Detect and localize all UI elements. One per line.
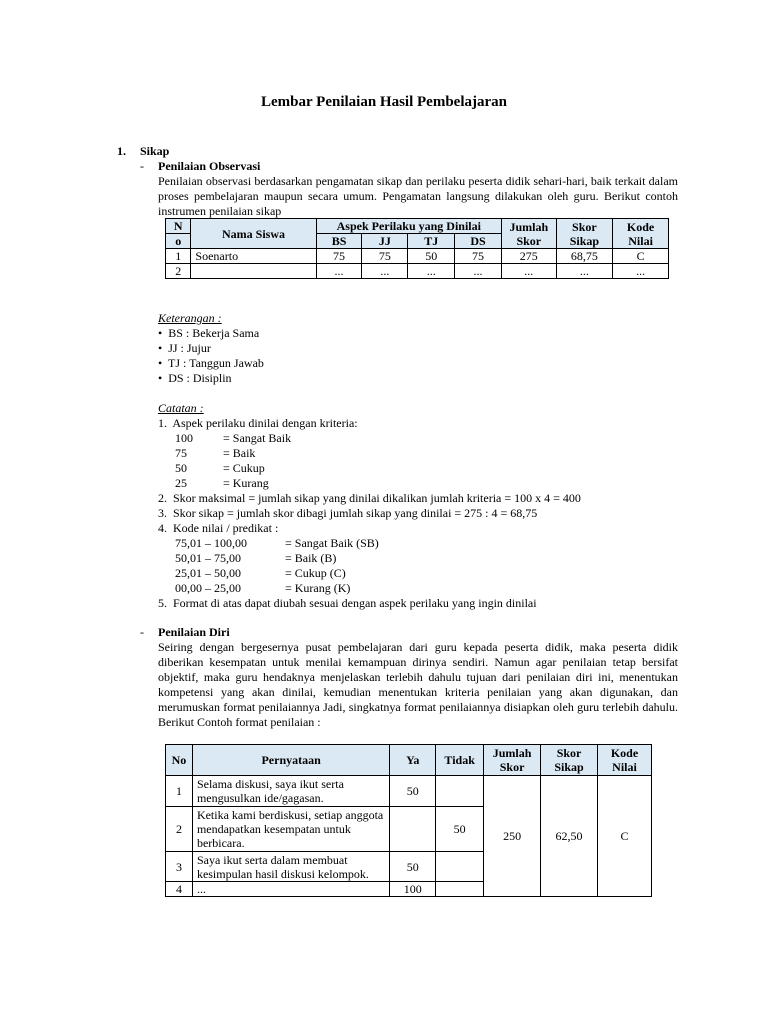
bullet-icon: • bbox=[158, 371, 163, 385]
list-item: BS : Bekerja Sama bbox=[168, 326, 260, 340]
table-row bbox=[166, 264, 669, 279]
bullet-icon: • bbox=[158, 326, 163, 340]
cell-jj: 75 bbox=[362, 249, 408, 264]
list-item: Format di atas dapat diubah sesuai dengan aspek perilaku yang ingin dinilai bbox=[173, 596, 537, 610]
catatan-list bbox=[158, 416, 678, 611]
header-no-2: o bbox=[166, 234, 191, 249]
list-number: 2. bbox=[158, 491, 167, 505]
cell-no: 2 bbox=[166, 807, 193, 852]
section-number: 1. bbox=[117, 144, 126, 158]
cell-tj: ... bbox=[408, 264, 455, 279]
cell-jumlah: 275 bbox=[501, 249, 556, 264]
document-title: Lembar Penilaian Hasil Pembelajaran bbox=[261, 94, 507, 110]
cell-kode: C bbox=[613, 249, 669, 264]
list-item: Skor maksimal = jumlah sikap yang dinilai dikalikan jumlah kriteria = 100 x 4 = 400 bbox=[173, 491, 581, 505]
header-jumlah: Jumlah Skor bbox=[501, 219, 556, 249]
cell-jj: ... bbox=[362, 264, 408, 279]
predikat-range: 00,00 – 25,00 bbox=[175, 581, 241, 595]
cell-bs: 75 bbox=[316, 249, 362, 264]
cell-no: 3 bbox=[166, 852, 193, 882]
header-no: N bbox=[166, 219, 191, 234]
catatan-title: Catatan : bbox=[158, 401, 204, 415]
predikat-range: 25,01 – 50,00 bbox=[175, 566, 241, 580]
list-number: 4. bbox=[158, 521, 167, 535]
cell-skor: 62,50 bbox=[541, 776, 598, 897]
cell-no: 1 bbox=[166, 249, 191, 264]
cell-no: 4 bbox=[166, 882, 193, 897]
list-item: DS : Disiplin bbox=[168, 371, 232, 385]
cell-skor: ... bbox=[556, 264, 613, 279]
predikat-range: 75,01 – 100,00 bbox=[175, 536, 247, 550]
cell-ya: 100 bbox=[390, 882, 436, 897]
header-pernyataan: Pernyataan bbox=[192, 745, 389, 776]
cell-jumlah: 250 bbox=[484, 776, 541, 897]
cell-pernyataan: Ketika kami berdiskusi, setiap anggota mendapatkan kesempatan untuk berbicara. bbox=[192, 807, 389, 852]
section-label: Sikap bbox=[140, 144, 170, 158]
cell-kode: ... bbox=[613, 264, 669, 279]
observasi-table bbox=[165, 218, 669, 279]
header-kode: Kode Nilai bbox=[613, 219, 669, 249]
criteria-value: 25 bbox=[175, 476, 187, 490]
list-item: Aspek perilaku dinilai dengan kriteria: bbox=[172, 416, 358, 430]
cell-tidak: 50 bbox=[436, 807, 484, 852]
cell-nama bbox=[191, 264, 316, 279]
criteria-desc: = Baik bbox=[223, 446, 256, 460]
penilaian-diri-paragraph: Seiring dengan bergesernya pusat pembelajaran dari guru kepada peserta didik, maka peserta didik diberikan kesempatan untuk menilai kemampuan dirinya sendiri. Namun agar penilaian tetap bersifat objektif, maka guru hendaknya menjelaskan terlebih dahulu tujuan dari penilaian diri ini, menentukan kompetensi yang akan dinilai, kemudian menentukan kriteria penilaian yang akan digunakan, dan merumuskan format penilaiannya Jadi, singkatnya format penilaiannya disiapkan oleh guru terlebih dahulu. Berikut Contoh format penilaian : bbox=[158, 640, 678, 729]
dash-bullet: - bbox=[140, 625, 144, 639]
predikat-desc: = Cukup (C) bbox=[285, 566, 346, 580]
cell-jumlah: ... bbox=[501, 264, 556, 279]
criteria-desc: = Kurang bbox=[223, 476, 269, 490]
penilaian-diri-table bbox=[165, 744, 652, 897]
keterangan-title: Keterangan : bbox=[158, 311, 222, 325]
header-tj: TJ bbox=[408, 234, 455, 249]
criteria-value: 100 bbox=[175, 431, 193, 445]
cell-pernyataan: Selama diskusi, saya ikut serta mengusulkan ide/gagasan. bbox=[192, 776, 389, 807]
cell-tidak bbox=[436, 776, 484, 807]
header-skor: Skor Sikap bbox=[556, 219, 613, 249]
observasi-paragraph: Penilaian observasi berdasarkan pengamatan sikap dan perilaku peserta didik sehari-hari, baik terkait dalam proses pembelajaran maupun secara umum. Pengamatan langsung dilakukan oleh guru. Berikut contoh instrumen penilaian sikap bbox=[158, 174, 678, 218]
cell-ya: 50 bbox=[390, 776, 436, 807]
header-tidak: Tidak bbox=[436, 745, 484, 776]
cell-no: 1 bbox=[166, 776, 193, 807]
cell-pernyataan: Saya ikut serta dalam membuat kesimpulan hasil diskusi kelompok. bbox=[192, 852, 389, 882]
cell-pernyataan: ... bbox=[192, 882, 389, 897]
criteria-value: 50 bbox=[175, 461, 187, 475]
header-ya: Ya bbox=[390, 745, 436, 776]
cell-kode: C bbox=[598, 776, 652, 897]
predikat-desc: = Baik (B) bbox=[285, 551, 337, 565]
dash-bullet: - bbox=[140, 159, 144, 173]
header-skor: Skor Sikap bbox=[541, 745, 598, 776]
predikat-range: 50,01 – 75,00 bbox=[175, 551, 241, 565]
bullet-icon: • bbox=[158, 341, 163, 355]
list-item: TJ : Tanggun Jawab bbox=[168, 356, 264, 370]
cell-tidak bbox=[436, 882, 484, 897]
cell-ya: 50 bbox=[390, 852, 436, 882]
cell-ds: ... bbox=[455, 264, 502, 279]
bullet-icon: • bbox=[158, 356, 163, 370]
header-kode: Kode Nilai bbox=[598, 745, 652, 776]
list-number: 3. bbox=[158, 506, 167, 520]
predikat-desc: = Sangat Baik (SB) bbox=[285, 536, 379, 550]
predikat-desc: = Kurang (K) bbox=[285, 581, 351, 595]
header-ds: DS bbox=[455, 234, 502, 249]
cell-bs: ... bbox=[316, 264, 362, 279]
list-item: JJ : Jujur bbox=[168, 341, 211, 355]
subsection-title: Penilaian Diri bbox=[158, 625, 230, 639]
criteria-desc: = Sangat Baik bbox=[223, 431, 292, 445]
criteria-value: 75 bbox=[175, 446, 187, 460]
subsection-title: Penilaian Observasi bbox=[158, 159, 261, 173]
list-item: Skor sikap = jumlah skor dibagi jumlah sikap yang dinilai = 275 : 4 = 68,75 bbox=[173, 506, 538, 520]
header-no: No bbox=[166, 745, 193, 776]
header-nama: Nama Siswa bbox=[191, 219, 316, 249]
header-bs: BS bbox=[316, 234, 362, 249]
header-jj: JJ bbox=[362, 234, 408, 249]
cell-ya bbox=[390, 807, 436, 852]
cell-tidak bbox=[436, 852, 484, 882]
cell-skor: 68,75 bbox=[556, 249, 613, 264]
cell-ds: 75 bbox=[455, 249, 502, 264]
cell-no: 2 bbox=[166, 264, 191, 279]
keterangan-list bbox=[158, 326, 264, 386]
list-item: Kode nilai / predikat : bbox=[173, 521, 279, 535]
table-row bbox=[166, 776, 652, 807]
header-aspek: Aspek Perilaku yang Dinilai bbox=[316, 219, 501, 234]
list-number: 1. bbox=[158, 416, 167, 430]
table-row bbox=[166, 249, 669, 264]
cell-nama: Soenarto bbox=[191, 249, 316, 264]
criteria-desc: = Cukup bbox=[223, 461, 265, 475]
cell-tj: 50 bbox=[408, 249, 455, 264]
list-number: 5. bbox=[158, 596, 167, 610]
header-jumlah: Jumlah Skor bbox=[484, 745, 541, 776]
